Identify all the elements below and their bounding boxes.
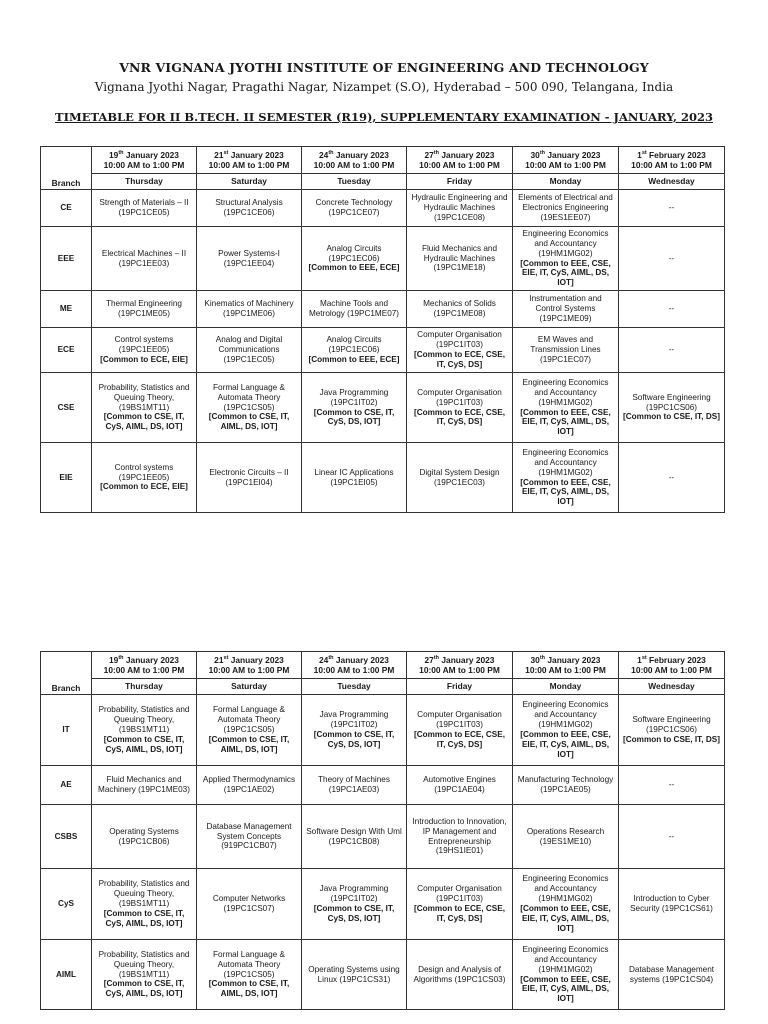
exam-cell (407, 328, 513, 373)
subject-name: Computer Networks (19PC1CS07) (212, 894, 286, 913)
branch-name: CSBS (41, 805, 92, 869)
exam-cell (302, 328, 407, 373)
exam-cell (407, 291, 513, 328)
subject-name: Analog Circuits (19PC1EC06) (326, 335, 382, 355)
subject-name: Strength of Materials – II (19PC1CE05) (99, 198, 189, 217)
weekday-header: Tuesday (302, 679, 407, 695)
date-header (619, 652, 725, 679)
date-header (197, 652, 302, 679)
subject-name: Engineering Economics and Accountancy (19HM1MG02) (522, 874, 609, 904)
weekday-header: Tuesday (302, 174, 407, 190)
exam-cell (513, 227, 619, 291)
exam-cell (513, 328, 619, 373)
exam-cell (92, 328, 197, 373)
exam-cell (407, 869, 513, 940)
date-header (92, 652, 197, 679)
subject-name: Java Programming (19PC1IT02) (319, 387, 389, 407)
exam-time: 10:00 AM to 1:00 PM (419, 160, 500, 170)
exam-cell (197, 695, 302, 766)
subject-name: Electronic Circuits – II (19PC1EI04) (209, 467, 289, 487)
date-suffix: th (539, 150, 546, 157)
weekday-header: Friday (407, 174, 513, 190)
exam-time: 10:00 AM to 1:00 PM (313, 665, 395, 675)
date-day-number: 19 (109, 654, 119, 665)
exam-time: 10:00 AM to 1:00 PM (525, 665, 606, 675)
subject-name: -- (668, 345, 675, 355)
weekday-header: Saturday (197, 174, 302, 190)
weekday-header: Thursday (92, 174, 197, 190)
date-header (407, 652, 513, 679)
exam-time: 10:00 AM to 1:00 PM (631, 160, 712, 170)
common-to-note: [Common to ECE, CSE, IT, CyS, DS] (414, 730, 505, 749)
date-suffix: th (433, 655, 440, 662)
exam-cell (619, 227, 725, 291)
exam-cell (92, 190, 197, 227)
exam-cell (407, 190, 513, 227)
common-to-note: [Common to EEE, CSE, EIE, IT, CyS, AIML, DS, IOT] (520, 974, 611, 1004)
subject-name: -- (668, 831, 675, 841)
exam-cell (619, 373, 725, 443)
subject-name: Operating Systems using Linux (19PC1CS31) (308, 964, 400, 984)
subject-name: Java Programming (19PC1IT02) (319, 710, 389, 730)
subject-name: Operations Research (19ES1ME10) (526, 826, 605, 846)
date-header (407, 147, 513, 174)
subject-name: Electrical Machines – II (19PC1EE03) (101, 248, 187, 268)
exam-cell (197, 869, 302, 940)
subject-name: Database Management System Concepts (919PC1CB07) (206, 821, 292, 851)
date-day-number: 24 (319, 149, 329, 160)
exam-time: 10:00 AM to 1:00 PM (103, 160, 185, 170)
subject-name: Formal Language & Automata Theory (19PC1CS05) (213, 705, 285, 735)
weekday-header: Monday (513, 679, 619, 695)
date-day-number: 27 (424, 149, 434, 160)
subject-name: EM Waves and Transmission Lines (19PC1EC07) (530, 335, 601, 364)
exam-cell (513, 291, 619, 328)
subject-name: Machine Tools and Metrology (19PC1ME07) (308, 299, 400, 318)
exam-cell (92, 766, 197, 805)
exam-cell (513, 695, 619, 766)
subject-name: Engineering Economics and Accountancy (19HM1MG02) (522, 944, 609, 974)
subject-name: Thermal Engineering (19PC1ME05) (105, 299, 182, 318)
exam-cell (513, 373, 619, 443)
common-to-note: [Common to EEE, CSE, EIE, IT, CyS, AIML, DS, IOT] (520, 904, 611, 933)
exam-cell (302, 940, 407, 1010)
subject-name: Computer Organisation (19PC1IT03) (417, 330, 502, 350)
date-header (197, 147, 302, 174)
common-to-note: [Common to CSE, IT, AIML, DS, IOT] (208, 734, 290, 754)
date-day-number: 24 (319, 654, 329, 665)
common-to-note: [Common to EEE, CSE, EIE, IT, CyS, AIML, DS, IOT] (520, 407, 611, 437)
common-to-note: [Common to EEE, CSE, EIE, IT, CyS, AIML, DS, IOT] (520, 477, 611, 507)
header-row-weekdays (41, 174, 725, 190)
subject-name: Analog Circuits (19PC1EC06) (326, 243, 382, 263)
date-month-year: January 2023 (545, 654, 601, 665)
subject-name: Control systems (19PC1EE05) (114, 462, 174, 482)
subject-name: Power Systems-I (19PC1EE04) (218, 248, 280, 268)
exam-cell (92, 805, 197, 869)
date-suffix: th (433, 150, 440, 157)
date-suffix: th (539, 655, 546, 662)
table-row (41, 373, 725, 443)
subject-name: Theory of Machines (19PC1AE03) (318, 775, 390, 794)
branch-name: IT (41, 695, 92, 766)
subject-name: Software Engineering (19PC1CS06) (632, 715, 711, 735)
subject-name: Software Engineering (19PC1CS06) (632, 392, 711, 412)
exam-cell (92, 695, 197, 766)
exam-cell (513, 805, 619, 869)
exam-cell (197, 291, 302, 328)
common-to-note: [Common to CSE, IT, AIML, DS, IOT] (208, 979, 290, 999)
weekday-header: Thursday (92, 679, 197, 695)
exam-cell (197, 766, 302, 805)
subject-name: Fluid Mechanics and Hydraulic Machines (19PC1ME18) (421, 243, 498, 273)
date-suffix: th (328, 150, 334, 157)
subject-name: Engineering Economics and Accountancy (19HM1MG02) (522, 447, 609, 477)
common-to-note: [Common to EEE, CSE, EIE, IT, CyS, AIML, DS, IOT] (520, 730, 611, 759)
exam-time: 10:00 AM to 1:00 PM (208, 665, 290, 675)
exam-cell (407, 227, 513, 291)
exam-cell (619, 328, 725, 373)
exam-cell (407, 766, 513, 805)
date-header (513, 147, 619, 174)
exam-cell (92, 291, 197, 328)
exam-cell (513, 940, 619, 1010)
date-day-number: 1 (637, 654, 642, 665)
subject-name: Hydraulic Engineering and Hydraulic Machines (19PC1CE08) (411, 193, 508, 222)
institute-name: VNR VIGNANA JYOTHI INSTITUTE OF ENGINEERING AND TECHNOLOGY (119, 60, 649, 75)
subject-name: -- (668, 253, 675, 263)
exam-cell (619, 695, 725, 766)
date-month-year: February 2023 (646, 654, 706, 665)
table-row (41, 291, 725, 328)
exam-cell (619, 805, 725, 869)
timetable-title: TIMETABLE FOR II B.TECH. II SEMESTER (R19), SUPPLEMENTARY EXAMINATION - JANUARY, 2023 (55, 110, 713, 124)
common-to-note: [Common to ECE, EIE] (100, 482, 188, 492)
weekday-header: Saturday (197, 679, 302, 695)
subject-name: -- (668, 203, 675, 213)
institute-address: Vignana Jyothi Nagar, Pragathi Nagar, Nizampet (S.O), Hyderabad – 500 090, Telangana, India (94, 80, 674, 94)
date-month-year: January 2023 (123, 654, 179, 665)
date-header (92, 147, 197, 174)
exam-cell (513, 766, 619, 805)
exam-cell (302, 291, 407, 328)
branch-column-header: Branch (41, 147, 92, 190)
weekday-header: Monday (513, 174, 619, 190)
exam-cell (302, 373, 407, 443)
subject-name: Computer Organisation (19PC1IT03) (417, 710, 502, 730)
exam-cell (197, 190, 302, 227)
exam-cell (407, 373, 513, 443)
subject-name: Java Programming (19PC1IT02) (319, 884, 389, 904)
subject-name: Fluid Mechanics and Machinery (19PC1ME03) (98, 775, 190, 794)
date-day-number: 30 (530, 654, 540, 665)
date-suffix: st (223, 150, 229, 157)
weekday-header: Friday (407, 679, 513, 695)
date-suffix: st (223, 655, 229, 662)
header-row-weekdays (41, 679, 725, 695)
date-month-year: January 2023 (545, 149, 601, 160)
exam-cell (302, 443, 407, 513)
exam-cell (197, 940, 302, 1010)
common-to-note: [Common to CSE, IT, CyS, AIML, DS, IOT] (103, 908, 185, 928)
subject-name: Engineering Economics and Accountancy (19HM1MG02) (522, 228, 609, 258)
table-row (41, 190, 725, 227)
exam-cell (197, 443, 302, 513)
exam-cell (197, 227, 302, 291)
subject-name: Introduction to Innovation, IP Management and Entrepreneurship (19HS1IE01) (412, 816, 507, 856)
subject-name: Introduction to Cyber Security (19PC1CS61) (630, 894, 713, 913)
common-to-note: [Common to CSE, IT, DS] (623, 412, 720, 422)
exam-cell (407, 695, 513, 766)
common-to-note: [Common to CSE, IT, CyS, DS, IOT] (313, 730, 395, 749)
exam-time: 10:00 AM to 1:00 PM (631, 665, 712, 675)
branch-name: CSE (41, 373, 92, 443)
common-to-note: [Common to CSE, IT, CyS, DS, IOT] (313, 904, 395, 923)
exam-cell (302, 766, 407, 805)
weekday-header: Wednesday (619, 174, 725, 190)
common-to-note: [Common to EEE, ECE] (308, 263, 400, 273)
date-header (302, 652, 407, 679)
date-month-year: January 2023 (439, 654, 495, 665)
subject-name: -- (668, 472, 675, 482)
subject-name: Structural Analysis (19PC1CE06) (215, 198, 283, 217)
exam-cell (197, 328, 302, 373)
exam-time: 10:00 AM to 1:00 PM (313, 160, 395, 170)
branch-name: CE (41, 190, 92, 227)
common-to-note: [Common to ECE, CSE, IT, CyS, DS] (414, 350, 505, 369)
exam-time: 10:00 AM to 1:00 PM (419, 665, 500, 675)
branch-name: EIE (41, 443, 92, 513)
date-day-number: 21 (214, 149, 224, 160)
timetable-table-1 (40, 146, 725, 513)
table-row (41, 940, 725, 1010)
subject-name: Mechanics of Solids (19PC1ME08) (423, 299, 496, 318)
exam-cell (197, 805, 302, 869)
exam-cell (302, 805, 407, 869)
subject-name: Engineering Economics and Accountancy (19HM1MG02) (522, 700, 609, 730)
table-row (41, 869, 725, 940)
exam-cell (302, 695, 407, 766)
exam-cell (619, 291, 725, 328)
subject-name: Applied Thermodynamics (19PC1AE02) (202, 775, 296, 794)
subject-name: Probability, Statistics and Queuing Theory, (19BS1MT11) (98, 879, 190, 909)
exam-cell (407, 805, 513, 869)
subject-name: Computer Organisation (19PC1IT03) (417, 387, 502, 407)
exam-cell (407, 940, 513, 1010)
date-day-number: 1 (637, 149, 642, 160)
subject-name: Software Design With Uml (19PC1CB08) (306, 826, 402, 846)
exam-cell (302, 227, 407, 291)
subject-name: Operating Systems (19PC1CB06) (109, 826, 179, 846)
date-month-year: January 2023 (333, 149, 389, 160)
subject-name: Probability, Statistics and Queuing Theory, (19BS1MT11) (98, 382, 190, 412)
exam-cell (619, 443, 725, 513)
date-day-number: 21 (214, 654, 224, 665)
common-to-note: [Common to CSE, IT, DS] (623, 734, 720, 744)
subject-name: Kinematics of Machinery (19PC1ME06) (204, 299, 294, 318)
branch-name: AIML (41, 940, 92, 1010)
exam-cell (619, 869, 725, 940)
exam-time: 10:00 AM to 1:00 PM (208, 160, 290, 170)
exam-cell (407, 443, 513, 513)
date-month-year: January 2023 (333, 654, 389, 665)
exam-cell (619, 766, 725, 805)
date-month-year: January 2023 (439, 149, 495, 160)
subject-name: Design and Analysis of Algorithms (19PC1CS03) (413, 964, 506, 984)
common-to-note: [Common to CSE, IT, CyS, AIML, DS, IOT] (103, 734, 185, 754)
date-header (513, 652, 619, 679)
subject-name: Automotive Engines (19PC1AE04) (423, 775, 496, 794)
subject-name: Probability, Statistics and Queuing Theory, (19BS1MT11) (98, 705, 190, 735)
subject-name: Analog and Digital Communications (19PC1EC05) (215, 335, 283, 364)
branch-name: ME (41, 291, 92, 328)
subject-name: Digital System Design (19PC1EC03) (419, 467, 500, 487)
branch-column-header: Branch (41, 652, 92, 695)
exam-cell (513, 869, 619, 940)
branch-name: EEE (41, 227, 92, 291)
header-row-dates (41, 147, 725, 174)
timetable-table-2 (40, 651, 725, 1010)
subject-name: Formal Language & Automata Theory (19PC1CS05) (213, 949, 285, 979)
date-header (619, 147, 725, 174)
exam-time: 10:00 AM to 1:00 PM (525, 160, 606, 170)
branch-name: ECE (41, 328, 92, 373)
date-month-year: January 2023 (228, 654, 284, 665)
branch-name: CyS (41, 869, 92, 940)
exam-cell (197, 373, 302, 443)
exam-time: 10:00 AM to 1:00 PM (103, 665, 185, 675)
date-month-year: January 2023 (123, 149, 179, 160)
exam-cell (92, 373, 197, 443)
date-day-number: 27 (424, 654, 434, 665)
date-suffix: st (641, 150, 647, 157)
date-day-number: 19 (109, 149, 119, 160)
subject-name: Database Management systems (19PC1CS04) (628, 964, 715, 984)
date-suffix: th (118, 655, 124, 662)
exam-cell (92, 443, 197, 513)
table-row (41, 328, 725, 373)
date-month-year: January 2023 (228, 149, 284, 160)
common-to-note: [Common to CSE, IT, CyS, DS, IOT] (313, 407, 395, 427)
weekday-header: Wednesday (619, 679, 725, 695)
common-to-note: [Common to ECE, EIE] (100, 354, 188, 364)
subject-name: Probability, Statistics and Queuing Theory, (19BS1MT11) (98, 949, 190, 979)
exam-cell (92, 227, 197, 291)
subject-name: Computer Organisation (19PC1IT03) (417, 884, 502, 904)
exam-cell (513, 443, 619, 513)
table-row (41, 766, 725, 805)
exam-cell (92, 869, 197, 940)
date-day-number: 30 (530, 149, 540, 160)
date-header (302, 147, 407, 174)
subject-name: Concrete Technology (19PC1CE07) (315, 198, 393, 217)
exam-cell (302, 190, 407, 227)
subject-name: Formal Language & Automata Theory (19PC1CS05) (213, 382, 285, 412)
date-month-year: February 2023 (646, 149, 706, 160)
table-row (41, 695, 725, 766)
date-suffix: th (118, 150, 124, 157)
subject-name: Instrumentation and Control Systems (19PC1ME09) (529, 294, 602, 323)
common-to-note: [Common to EEE, ECE] (308, 354, 400, 364)
date-suffix: th (328, 655, 334, 662)
date-suffix: st (641, 655, 647, 662)
common-to-note: [Common to ECE, CSE, IT, CyS, DS] (414, 904, 505, 923)
common-to-note: [Common to CSE, IT, AIML, DS, IOT] (208, 412, 290, 432)
subject-name: -- (668, 304, 675, 314)
subject-name: Elements of Electrical and Electronics Engineering (19ES1EE07) (518, 193, 613, 222)
table-row (41, 443, 725, 513)
common-to-note: [Common to ECE, CSE, IT, CyS, DS] (414, 407, 505, 427)
table-row (41, 805, 725, 869)
subject-name: Manufacturing Technology (19PC1AE05) (517, 775, 614, 794)
header-row-dates (41, 652, 725, 679)
subject-name: -- (668, 780, 675, 790)
common-to-note: [Common to CSE, IT, CyS, AIML, DS, IOT] (103, 412, 185, 432)
exam-cell (302, 869, 407, 940)
exam-cell (92, 940, 197, 1010)
subject-name: Engineering Economics and Accountancy (19HM1MG02) (522, 377, 609, 407)
common-to-note: [Common to CSE, IT, CyS, AIML, DS, IOT] (103, 979, 185, 999)
subject-name: Linear IC Applications (19PC1EI05) (314, 467, 394, 487)
table-row (41, 227, 725, 291)
exam-cell (619, 940, 725, 1010)
exam-cell (513, 190, 619, 227)
subject-name: Control systems (19PC1EE05) (114, 335, 174, 355)
exam-cell (619, 190, 725, 227)
common-to-note: [Common to EEE, CSE, EIE, IT, CyS, AIML, DS, IOT] (520, 258, 611, 288)
branch-name: AE (41, 766, 92, 805)
